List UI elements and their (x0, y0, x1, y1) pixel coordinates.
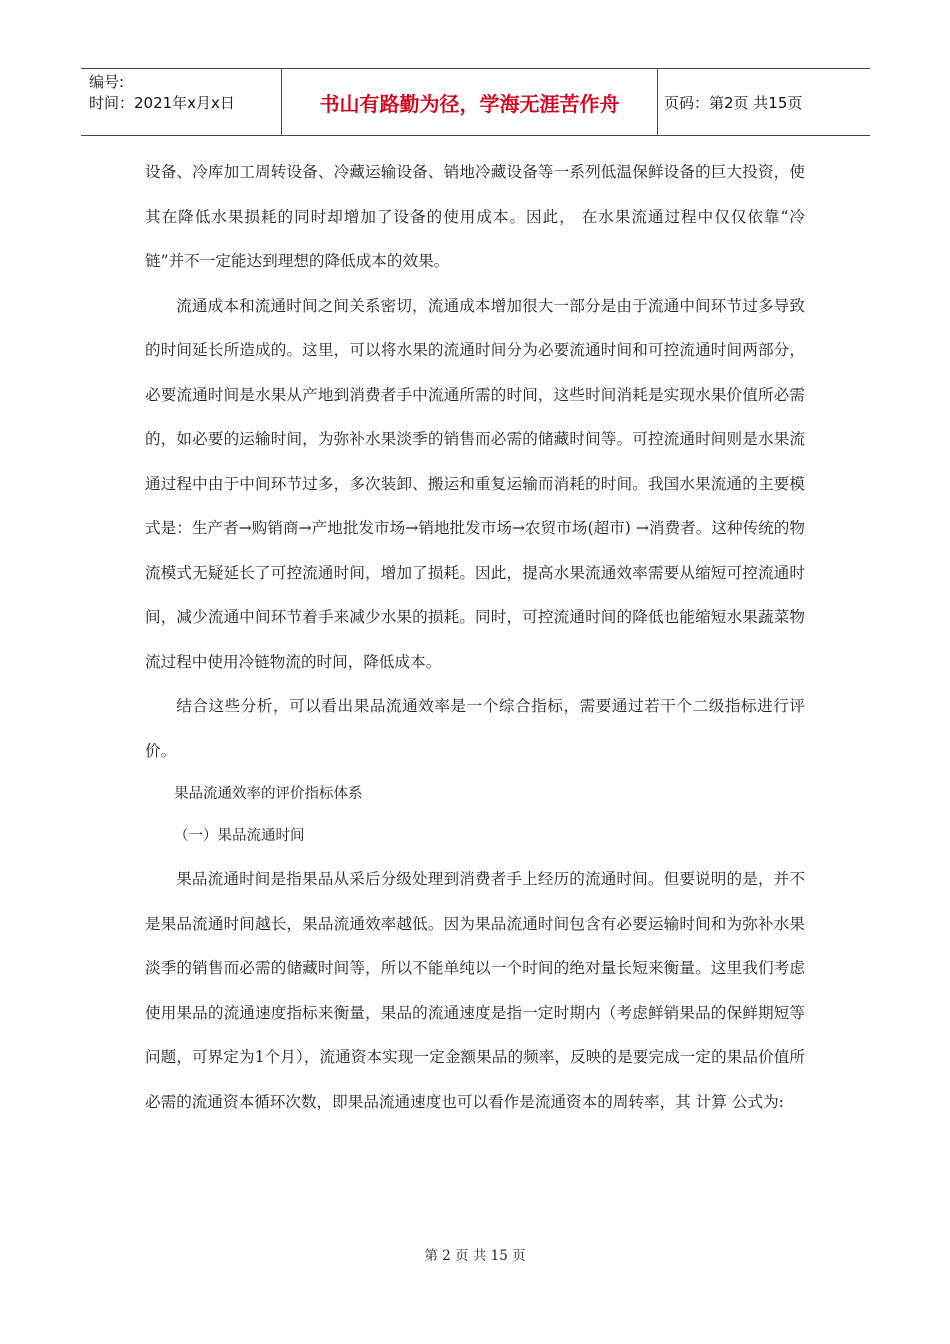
motto-text: 书山有路勤为径，学海无涯苦作舟 (319, 91, 620, 116)
paragraph: 结合这些分析，可以看出果品流通效率是一个综合指标，需要通过若干个二级指标进行评价。 (145, 697, 805, 760)
paragraph: 果品流通时间是指果品从采后分级处理到消费者手上经历的流通时间。但要说明的是，并不是果品流通时间越长，果品流通效率越低。因为果品流通时间包含有必要运输时间和为弥补水果淡季的销售而必需的储藏时间等，所以不能单纯以一个时间的绝对量长短来衡量。这里我们考虑使用果品的流通速度指标来衡量，果品的流通速度是指一定时期内（考虑鲜销果品的保鲜期短等问题，可界定为1个月），流通资本实现一定金额果品的频率，反映的是要完成一定的果品价值所必需的流通资本循环次数，即果品流通速度也可以看作是流通资本的周转率，其 计算 公式为: (145, 870, 805, 1111)
header-motto-cell (282, 69, 658, 135)
section-heading: 果品流通效率的评价指标体系 (174, 786, 363, 802)
subsection-heading: （一）果品流通时间 (174, 828, 305, 844)
header-page-cell (658, 69, 870, 135)
header-meta-cell (81, 69, 282, 135)
document-date: 时间：2021年x月x日 (89, 94, 235, 112)
document-body (145, 150, 805, 1124)
header-table (81, 68, 870, 136)
document-number-label: 编号: (89, 73, 125, 91)
paragraph: 流通成本和流通时间之间关系密切，流通成本增加很大一部分是由于流通中间环节过多导致的时间延长所造成的。这里，可以将水果的流通时间分为必要流通时间和可控流通时间两部分，必要流通时间是水果从产地到消费者手中流通所需的时间，这些时间消耗是实现水果价值所必需的，如必要的运输时间，为弥补水果淡季的销售而必需的储藏时间等。可控流通时间则是水果流通过程中由于中间环节过多，多次装卸、搬运和重复运输而消耗的时间。我国水果流通的主要模式是：生产者→购销商→产地批发市场→销地批发市场→农贸市场(超市) →消费者。这种传统的物流模式无疑延长了可控流通时间，增加了损耗。因此，提高水果流通效率需要从缩短可控流通时间，减少流通中间环节着手来减少水果的损耗。同时，可控流通时间的降低也能缩短水果蔬菜物流过程中使用冷链物流的时间，降低成本。 (145, 296, 805, 671)
paragraph: 设备、冷库加工周转设备、冷藏运输设备、销地冷藏设备等一系列低温保鲜设备的巨大投资，使其在降低水果损耗的同时却增加了设备的使用成本。因此， 在水果流通过程中仅仅依靠“冷链”并不一定能达到理想的降低成本的效果。 (145, 163, 805, 270)
page-footer: 第 2 页 共 15 页 (424, 1248, 526, 1264)
page-info: 页码：第2页 共15页 (664, 93, 803, 112)
